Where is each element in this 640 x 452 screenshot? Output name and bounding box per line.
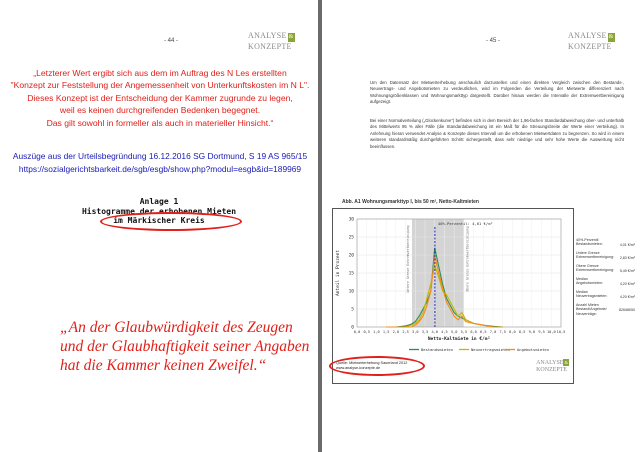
court-quote-line: „Letzterer Wert ergibt sich aus dem im Auftrag des N Les erstellten (33, 68, 287, 78)
stat-label: Untere Grenze Extremwertbereinigung: (576, 251, 614, 260)
x-tick-label: 10,0 (546, 330, 556, 334)
x-tick-label: 7,5 (499, 330, 506, 334)
stat-label: Obere Grenze Extremwertbereinigung: (576, 264, 614, 273)
stat-value: 2,83 €/m² (619, 256, 635, 260)
testimony-quote-line: und der Glaubhaftigkeit seiner Angaben (60, 338, 310, 355)
lower-bound-label: Untere Grenze Extremwertbereinigung (405, 225, 410, 293)
court-quote-line: weil es keinen durchgreifenden Bedenken begegnet. (59, 105, 261, 116)
page-number-right: - 45 - (486, 38, 501, 44)
highlight-oval-region (100, 212, 242, 231)
stat-label: 40%-Perzentil Bestandsmieten: (576, 238, 603, 247)
x-tick-label: 2,0 (392, 330, 400, 334)
x-tick-label: 5,0 (450, 330, 458, 334)
court-quote-line: Dieses Konzept ist der Entscheidung der Kammer zugrunde zu legen, (27, 92, 293, 103)
y-tick-label: 15 (348, 271, 354, 277)
x-tick-label: 5,5 (460, 330, 468, 334)
x-tick-label: 6,5 (480, 330, 487, 334)
x-tick-label: 8,5 (518, 330, 526, 334)
company-logo-left (248, 31, 295, 51)
logo-top-word: ANALYSE (568, 31, 607, 40)
x-tick-label: 6,0 (470, 330, 477, 334)
logo-top-word: ANALYSE (248, 31, 287, 40)
anlage-region: im Märkischer Kreis (113, 216, 205, 225)
figure-title: Abb. A1 Wohnungsmarkttyp I, bis 50 m², Netto-Kaltmieten (342, 199, 479, 205)
y-tick-label: 20 (348, 253, 354, 259)
stat-value: 5,49 €/m² (619, 269, 635, 273)
chart-logo-ampersand: & (564, 360, 568, 365)
histogram-chart (333, 209, 573, 357)
court-quote-line: Das gilt sowohl in formeller als auch in materieller Hinsicht.“ (46, 117, 274, 128)
page-number-left: - 44 - (164, 38, 179, 44)
anlage-subtitle: Histogramme der erhobenen Mieten (81, 206, 237, 216)
chart-frame (332, 208, 574, 384)
logo-bottom-word: KONZEPTE (248, 42, 292, 51)
chart-logo-bottom: KONZEPTE (536, 367, 568, 373)
stat-label: Median Angebotsmieten: (576, 277, 603, 286)
y-tick-label: 10 (348, 289, 354, 295)
logo-bottom-word: KONZEPTE (568, 42, 612, 51)
company-logo-right (568, 31, 615, 51)
y-tick-label: 30 (348, 217, 354, 223)
stat-row (576, 238, 638, 251)
x-tick-label: 7,0 (489, 330, 497, 334)
x-tick-label: 1,0 (373, 330, 380, 334)
x-tick-label: 9,0 (528, 330, 536, 334)
stat-label: Median Neuvertragsmieten: (576, 290, 608, 299)
court-quote (4, 67, 316, 129)
stat-value: 4,20 €/m² (619, 295, 635, 299)
stat-row (576, 251, 638, 264)
x-tick-label: 9,5 (538, 330, 545, 334)
y-axis-label: Anteil in Prozent (336, 249, 341, 297)
testimony-quote-line: hat die Kammer keinen Zweifel.“ (60, 357, 267, 374)
citation-text: Auszüge aus der Urteilsbegründung 16.12.2016 SG Dortmund, S 19 AS 965/15 (12, 151, 308, 161)
x-tick-label: 0,0 (353, 330, 361, 334)
logo-ampersand: & (288, 34, 294, 40)
stat-label: Anzahl Mieten Bestand/Angebote/ Neuverträge: (576, 303, 607, 316)
stat-row (576, 277, 638, 290)
x-tick-label: 4,5 (441, 330, 448, 334)
left-page (0, 0, 318, 452)
source-url: www.analyse-konzepte.de (336, 366, 381, 370)
stats-panel (576, 238, 638, 316)
body-paragraph-1: Um den Datensatz der Mietwerterhebung anschaulich darzustellen und einen direkten Vergleich zwischen den Bestands-, Neuvertrags- und Angebotsmieten zu verdeutlichen, wird im Folgenden die Verteilung der Mietwerte differenziert nach Wohnungsgrößenklassen und Wohnungsmarkttyp dargestellt. Darüber hinaus werden die Intervalle der Extremwertbereinigung aufgezeigt. (370, 80, 624, 105)
legend-label: Neuvertragsmieten (471, 347, 510, 352)
x-tick-label: 8,0 (509, 330, 516, 334)
x-tick-label: 0,5 (363, 330, 370, 334)
highlight-oval-source (329, 356, 425, 376)
upper-bound-label: Obere Grenze Extremwertbereinigung (465, 226, 470, 292)
stat-value: 826/88/50 (619, 308, 635, 312)
chart-logo (536, 359, 569, 374)
testimony-quote (60, 318, 318, 375)
testimony-quote-line: „An der Glaubwürdigkeit des Zeugen (60, 319, 293, 336)
x-axis-label: Netto-Kaltmiete in €/m² (427, 337, 491, 342)
x-tick-label: 2,5 (402, 330, 409, 334)
x-tick-label: 1,5 (382, 330, 390, 334)
stat-row (576, 303, 638, 316)
x-tick-label: 10,5 (556, 330, 566, 334)
stat-row (576, 264, 638, 277)
y-tick-label: 25 (348, 235, 354, 241)
percentile-label: 40%-Perzentil: 4,01 €/m² (437, 221, 493, 226)
stat-value: 4,01 €/m² (619, 243, 635, 247)
legend-label: Bestandsmieten (421, 347, 454, 352)
source-line: Quelle: Mietwerterhebung Sauerland 2012 (336, 361, 408, 365)
body-paragraph-2: Bei einer Normalverteilung („Glockenkurve“) befinden sich in dem Bereich der 1,96-fachen Standardabweichung ober- und unterhalb des Mittelwerts 95 % aller Fälle (die Standardabweichung ist ein Maß für die Streuungsbreite der Werte einer Verteilung). In Anlehnung hieran verwendet Analyse & Konzepte dieses Intervall um die erhobenen Mietwertdaten zu begrenzen. So wird in einem weiteren standardmäßig durchgeführten Schritt sichergestellt, dass sehr niedrige und sehr hohe Werte die Auswertung nicht beeinflussen. (370, 118, 624, 149)
x-tick-label: 3,0 (412, 330, 419, 334)
court-quote-line: "Konzept zur Feststellung der Angemessenheit von Unterkunftskosten im N L". (10, 80, 310, 91)
logo-ampersand: & (608, 34, 614, 40)
anlage-title: Anlage 1 (139, 197, 179, 206)
right-page (322, 0, 640, 452)
stat-row (576, 290, 638, 303)
y-tick-label: 5 (351, 307, 354, 313)
citation-url[interactable]: https://sozialgerichtsbarkeit.de/sgb/esgb/show.php?modul=esgb&id=189969 (18, 164, 302, 174)
x-tick-label: 4,0 (431, 330, 438, 334)
chart-logo-top: ANALYSE (536, 360, 564, 366)
x-tick-label: 3,5 (421, 330, 429, 334)
stat-value: 4,20 €/m² (619, 282, 635, 286)
legend-label: Angebotsmieten (517, 347, 550, 352)
y-tick-label: 0 (351, 325, 354, 331)
